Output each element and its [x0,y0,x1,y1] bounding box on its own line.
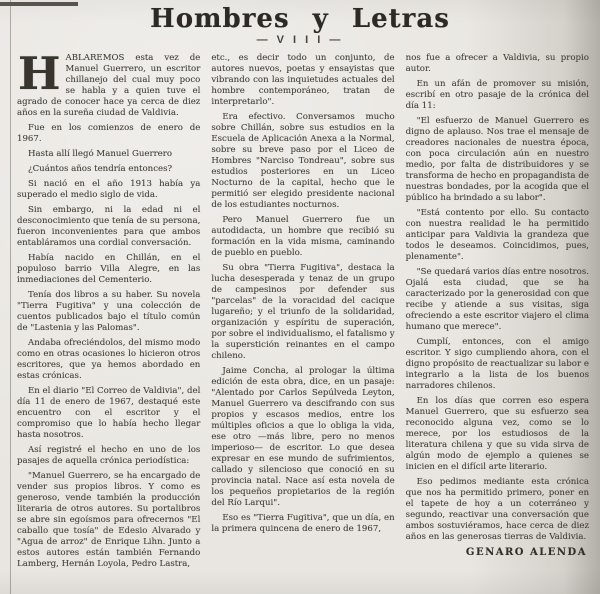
paragraph-text: ABLAREMOS esta vez de Manuel Guerrero, un escritor chillanejo del cual muy poco se habla y a quien tuve el agrado de conocer hace ya cerca de diez años en la sureña ciudad de Valdivia. [17,53,201,118]
paragraph: Tenía dos libros a su haber. Su novela "Tierra Fugitiva" y una colección de cuentos publicados bajo el título común de "Lastenia y las Palomas". [17,290,201,333]
paragraph: Eso pedimos mediante esta crónica que nos ha permitido primero, poner en el tapete de hoy a un coterráneo y segundo, reactivar una conversación que ambos sostuviéramos, hace cerca de diez años en las generosas tierras de Valdivia. [405,477,589,542]
paragraph: Cumplí, entonces, con el amigo escritor. Y sigo cumpliendo ahora, con el digno propósito de reactualizar su labor e integrarlo a la lista de los buenos narradores chilenos. [405,337,589,391]
paragraph: Su obra "Tierra Fugitiva", destaca la lucha desesperada y tenaz de un grupo de campesinos por defender sus "parcelas" de la voracidad del cacique lugareño; y el triunfo de la solidaridad, organización y espíritu de superación, por sobre el individualismo, el fatalismo y la superstición reinantes en el campo chileno. [211,263,395,361]
paragraph: etc., es decir todo un conjunto, de autores nuevos, poetas y ensayistas que vibrando con las inquietudes actuales del hombre contemporáneo, tratan de interpretarlo". [211,53,395,107]
paragraph: "Se quedará varios días entre nosotros. Ojalá esta ciudad, que se ha caracterizado por la generosidad con que recibe y atiende a sus visitas, siga ofreciendo a este escritor viajero el clima humano que merece". [405,267,589,332]
paragraph: "El esfuerzo de Manuel Guerrero es digno de aplauso. Nos trae el mensaje de creadores nacionales de nuestra época, con poca circulación aún en nuestro medio, por falta de distribuidores y se transforma de hecho en propagandista de nuestras bondades, por la acogida que el público ha brindado a su labor". [405,116,589,203]
article-body [0,46,600,581]
paragraph: "Manuel Guerrero, se ha encargado de vender sus propios libros. Y como es generoso, vende también la producción literaria de otros autores. Su portalibros se abre sin egoísmos para ofrecernos "El caballo que tosía" de Edesio Alvarado y "Agua de arroz" de Enrique Lihn. Junto a estos autores están también Fernando Lamberg, Hernán Loyola, Pedro Lastra, [17,471,201,569]
column-2 [211,53,394,581]
paragraph: Jaime Concha, al prologar la última edición de esta obra, dice, en un pasaje: "Alentado por Carlos Sepúlveda Leyton, Manuel Guerrero va descifrando con sus propios y escasos medios, entre los múltiples oficios a que lo obliga la vida, ese otro —más libre, pero no menos imperioso— de escritor. Lo que desea expresar en ese mundo de sufrimientos, callado y silencioso que conoció en su provincia natal. Nace así esta novela de los pequeños propietarios de la región del Río Larqui". [211,366,395,508]
paragraph: Si nació en el año 1913 había ya superado el medio siglo de vida. [17,179,201,200]
paragraph: Hasta allí llegó Manuel Guerrero [28,149,173,159]
paragraph: Pero Manuel Guerrero fue un autodidacta, un hombre que recibió su formación en la vida misma, caminando de pueblo en pueblo. [211,215,395,258]
paragraph: En los días que corren eso espera Manuel Guerrero, que su esfuerzo sea reconocido alguna vez, como se lo merece, por los estudiosos de la literatura chilena y que su vida sirva de algún modo de ejemplo a quienes se inicien en el difícil arte literario. [405,396,589,472]
paragraph: Fue en los comienzos de enero de 1967. [17,123,201,144]
article-header [0,0,600,46]
part-number-label: — V I I I — [256,34,344,46]
lead-paragraph [17,47,201,119]
paragraph: Andaba ofreciéndolos, del mismo modo como en otras ocasiones lo hicieron otros escritores, que ya hemos abordado en estas crónicas. [17,338,201,381]
paragraph: Era efectivo. Conversamos mucho sobre Chillán, sobre sus estudios en la Escuela de Aplicación Anexa a la Normal, sobre su breve paso por el Liceo de Hombres "Narciso Tondreau", sobre sus estudios posteriores en un Liceo Nocturno de la capital, hecho que le permitió ser elegido presidente nacional de los estudiantes nocturnos. [211,112,395,210]
paragraph: Así registré el hecho en uno de los pasajes de aquella crónica periodística: [17,445,201,466]
column-1 [17,47,201,581]
paragraph: En el diario "El Correo de Valdivia", del día 11 de enero de 1967, destaqué este encuentro con el escritor y el compromiso que lo había hecho llegar hasta nosotros. [17,386,201,440]
scan-top-bar [0,2,78,6]
article-title: Hombres y Letras [150,4,450,34]
paragraph: nos fue a ofrecer a Valdivia, su propio autor. [405,53,589,74]
paragraph: Eso es "Tierra Fugitiva", que un día, en la primera quincena de enero de 1967, [211,513,395,534]
paragraph: ¿Cuántos años tendría entonces? [28,164,173,174]
column-3 [406,53,589,581]
author-signature: GENARO ALENDA [465,547,587,558]
paragraph: "Está contento por ello. Su contacto con nuestra realidad le ha permitido anticipar para Valdivia la grandeza que todos le deseamos. Coincidimos, pues, plenamente". [405,208,589,262]
paragraph: Había nacido en Chillán, en el populoso barrio Villa Alegre, en las inmediaciones del Cementerio. [17,253,201,285]
left-column-rule [10,0,11,594]
paragraph: Sin embargo, ni la edad ni el desconocimiento que tenía de su persona, fueron inconvenientes para que ambos entabláramos una cordial conversación. [17,205,201,248]
paragraph: En un afán de promover su misión, escribí en otro pasaje de la crónica del día 11: [405,79,589,111]
drop-cap: H [18,47,61,100]
